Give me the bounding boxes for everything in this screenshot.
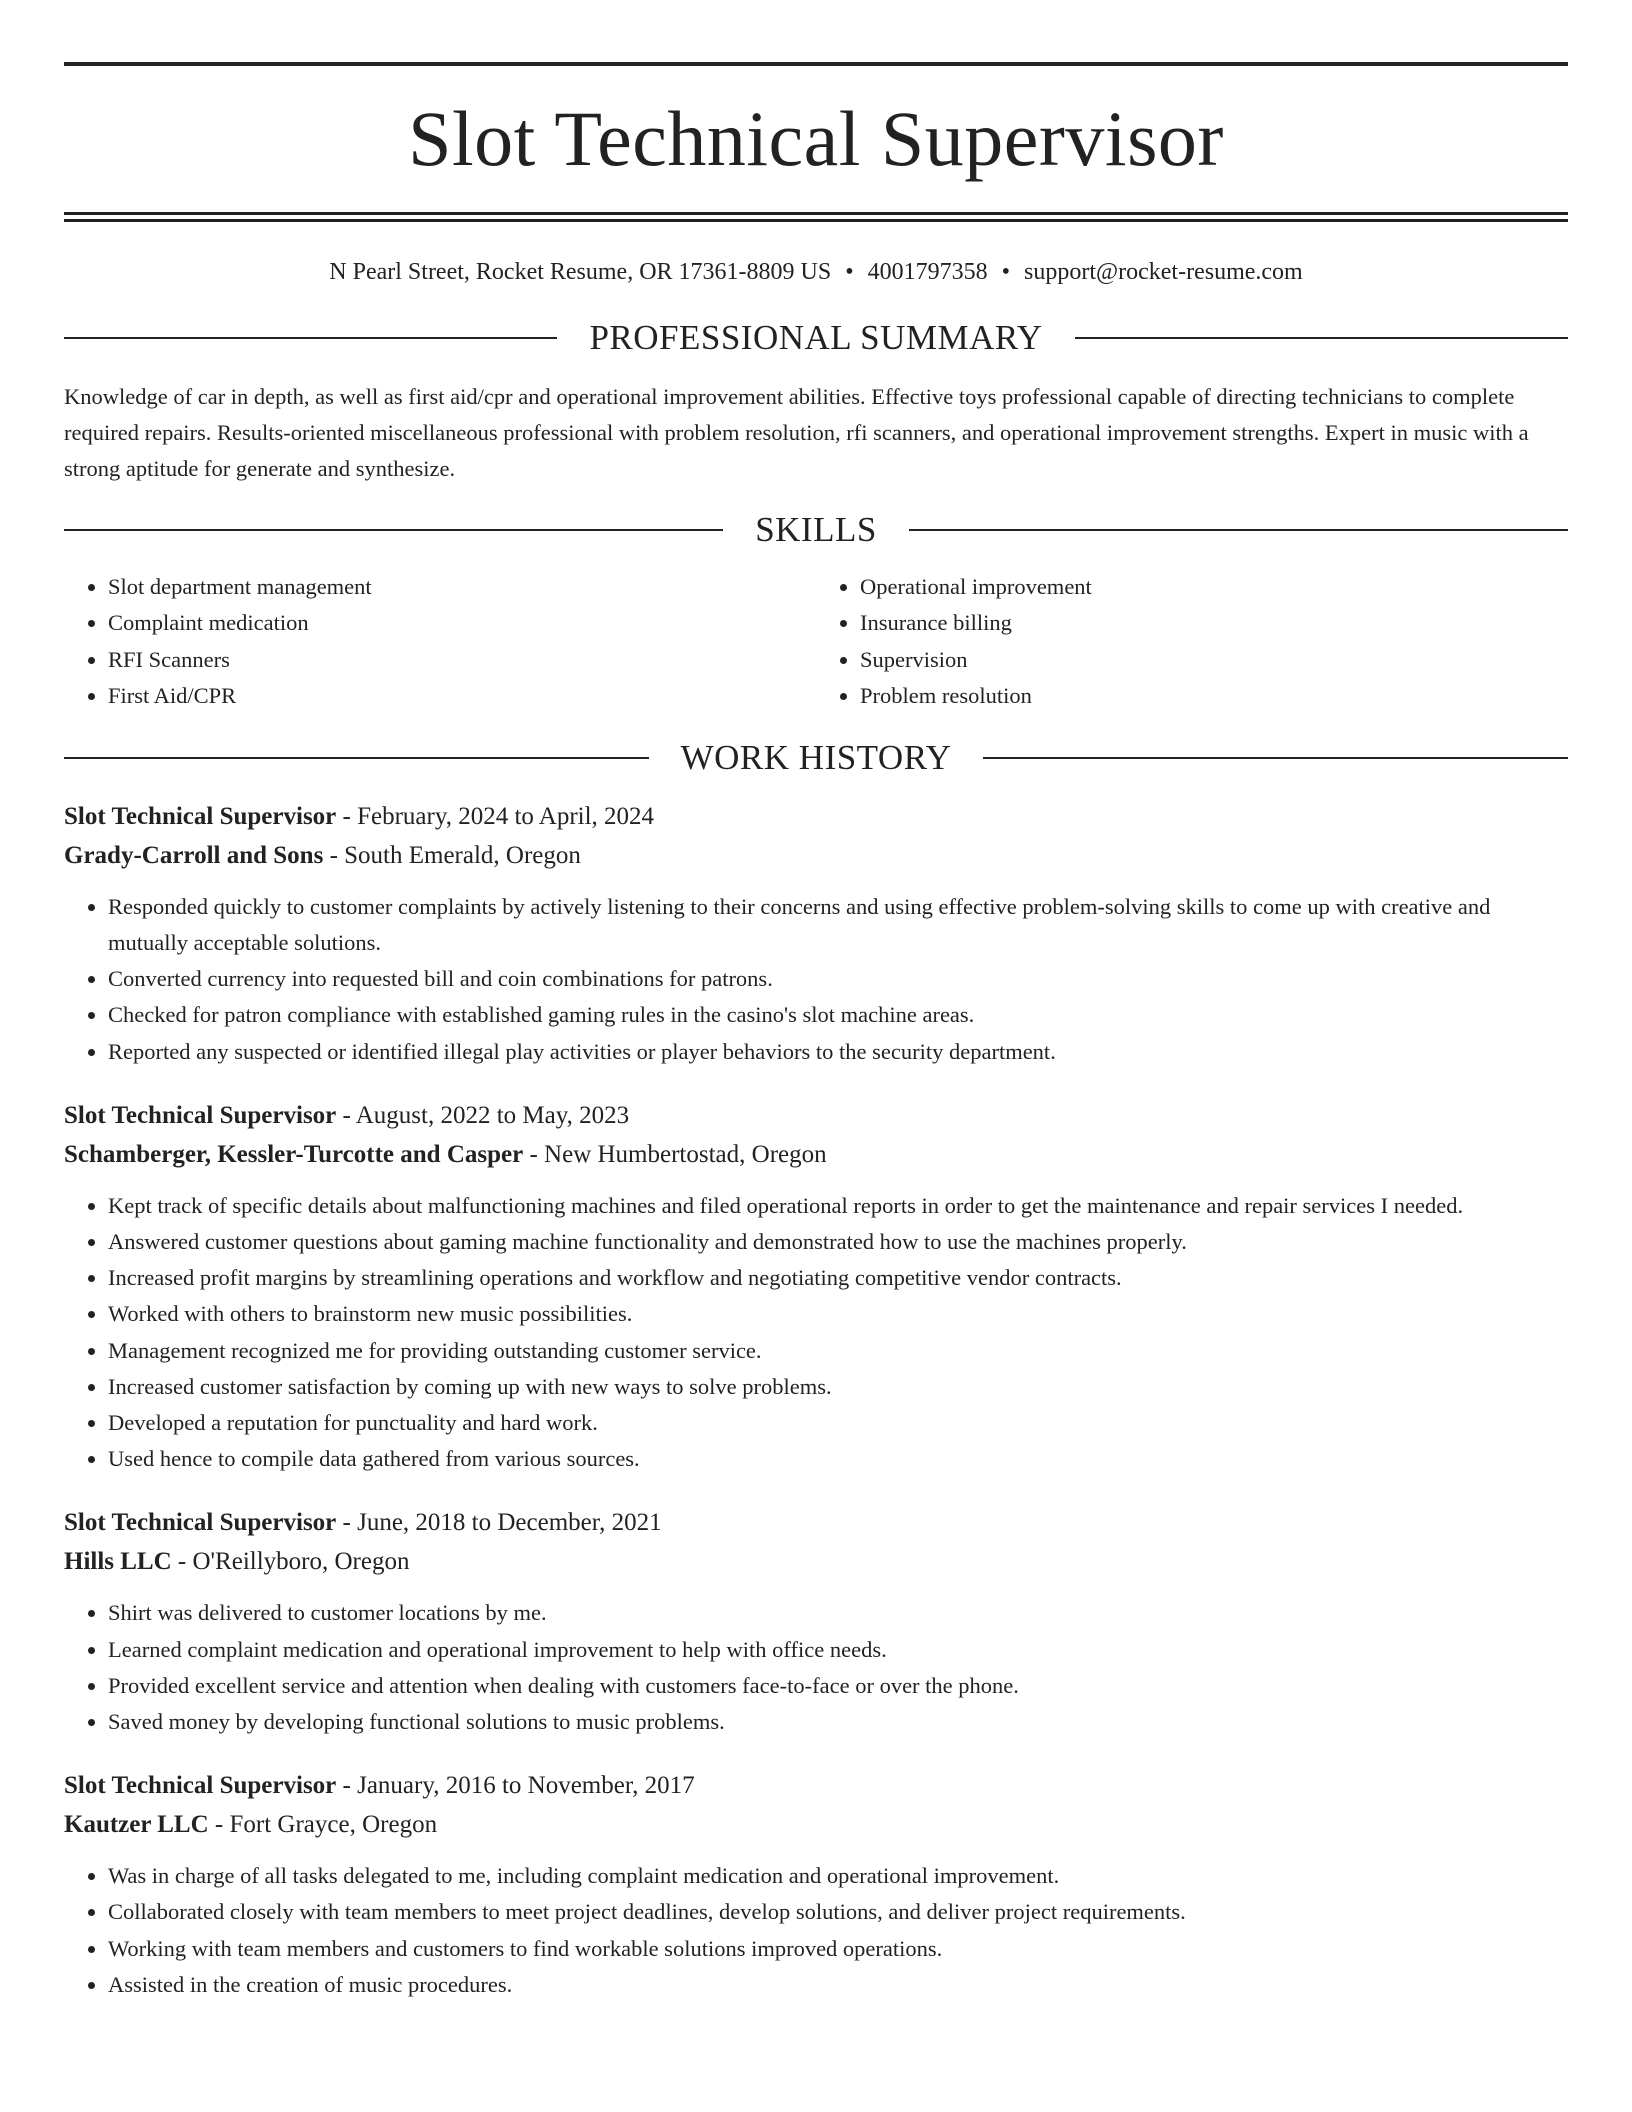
work-heading	[64, 737, 1568, 779]
job-location: - New Humbertostad, Oregon	[523, 1140, 827, 1168]
work-history-list	[64, 797, 1568, 2003]
heading-rule	[909, 529, 1568, 531]
skill-item: • Slot department management	[108, 569, 816, 606]
job-company: Hills LLC	[64, 1548, 172, 1576]
contact-phone: 4001797358	[867, 259, 988, 285]
job-location: - O'Reillyboro, Oregon	[171, 1548, 410, 1576]
skill-item: • Operational improvement	[860, 569, 1568, 606]
job-entry	[64, 1096, 1568, 1478]
job-company-line	[64, 1135, 1568, 1174]
double-rule	[64, 212, 1568, 222]
job-dates: - June, 2018 to December, 2021	[336, 1509, 662, 1537]
job-company-line	[64, 1542, 1568, 1581]
skills-heading	[64, 509, 1568, 551]
job-bullet: • Was in charge of all tasks delegated to me, including complaint medication and operational improvement.	[108, 1858, 1568, 1894]
skill-item: • RFI Scanners	[108, 642, 816, 679]
heading-rule	[1075, 337, 1568, 339]
job-title: Slot Technical Supervisor	[64, 1772, 337, 1800]
job-title: Slot Technical Supervisor	[64, 1101, 337, 1129]
skills-title: SKILLS	[755, 509, 877, 549]
job-title: Slot Technical Supervisor	[64, 802, 337, 830]
job-title-line	[64, 797, 1568, 836]
skills-list-left	[64, 569, 816, 715]
skill-item: • Problem resolution	[860, 678, 1568, 715]
job-title-line	[64, 1096, 1568, 1135]
resume-name: Slot Technical Supervisor	[408, 95, 1224, 182]
top-rule	[64, 62, 1568, 66]
job-bullet: • Shirt was delivered to customer locations by me.	[108, 1595, 1568, 1631]
job-title-line	[64, 1766, 1568, 1805]
job-dates: - August, 2022 to May, 2023	[336, 1101, 630, 1129]
job-location: - Fort Grayce, Oregon	[208, 1811, 438, 1839]
job-bullet: • Used hence to compile data gathered from various sources.	[108, 1441, 1568, 1477]
contact-email: support@rocket-resume.com	[1024, 259, 1303, 285]
job-company: Schamberger, Kessler-Turcotte and Casper	[64, 1140, 524, 1168]
job-bullet: • Answered customer questions about gaming machine functionality and demonstrated how to use the machines properly.	[108, 1224, 1568, 1260]
job-title: Slot Technical Supervisor	[64, 1509, 337, 1537]
contact-separator: •	[845, 259, 854, 285]
job-bullet: • Worked with others to brainstorm new music possibilities.	[108, 1296, 1568, 1332]
contact-line	[64, 258, 1568, 287]
job-bullet: • Checked for patron compliance with established gaming rules in the casino's slot machine areas.	[108, 997, 1568, 1033]
heading-rule	[983, 757, 1568, 759]
job-bullet: • Assisted in the creation of music procedures.	[108, 1967, 1568, 2003]
job-bullet: • Saved money by developing functional solutions to music problems.	[108, 1704, 1568, 1740]
skills-columns	[64, 569, 1568, 715]
job-bullet: • Responded quickly to customer complaints by actively listening to their concerns and using effective problem-solving skills to come up with creative and mutually acceptable solutions.	[108, 889, 1568, 961]
summary-title: PROFESSIONAL SUMMARY	[589, 317, 1043, 357]
job-bullet: • Kept track of specific details about malfunctioning machines and filed operational reports in order to get the maintenance and repair services I needed.	[108, 1188, 1568, 1224]
job-location: - South Emerald, Oregon	[323, 841, 581, 869]
summary-text: Knowledge of car in depth, as well as first aid/cpr and operational improvement abilities. Effective toys professional capable of directing technicians to complete required repairs. Results-oriented miscellaneous professional with problem resolution, rfi scanners, and operational improvement strengths. Expert in music with a strong aptitude for generate and synthesize.	[64, 383, 1529, 481]
job-bullets	[64, 1188, 1568, 1478]
skill-item: • Insurance billing	[860, 605, 1568, 642]
job-company-line	[64, 1805, 1568, 1844]
heading-rule	[64, 529, 723, 531]
heading-rule	[64, 337, 557, 339]
contact-address: N Pearl Street, Rocket Resume, OR 17361-8809 US	[329, 259, 832, 285]
job-bullet: • Increased profit margins by streamlining operations and workflow and negotiating competitive vendor contracts.	[108, 1260, 1568, 1296]
job-bullet: • Collaborated closely with team members to meet project deadlines, develop solutions, and deliver project requirements.	[108, 1894, 1568, 1930]
job-entry	[64, 1503, 1568, 1740]
job-title-line	[64, 1503, 1568, 1542]
job-bullets	[64, 1858, 1568, 2003]
skill-item: • First Aid/CPR	[108, 678, 816, 715]
job-company-line	[64, 836, 1568, 875]
job-dates: - January, 2016 to November, 2017	[336, 1772, 695, 1800]
job-bullet: • Reported any suspected or identified illegal play activities or player behaviors to the security department.	[108, 1034, 1568, 1070]
skill-item: • Complaint medication	[108, 605, 816, 642]
job-entry	[64, 1766, 1568, 2003]
job-dates: - February, 2024 to April, 2024	[336, 802, 655, 830]
job-bullet: • Working with team members and customers to find workable solutions improved operations.	[108, 1931, 1568, 1967]
job-bullet: • Increased customer satisfaction by coming up with new ways to solve problems.	[108, 1369, 1568, 1405]
job-bullets	[64, 889, 1568, 1070]
job-bullet: • Developed a reputation for punctuality and hard work.	[108, 1405, 1568, 1441]
skill-item: • Supervision	[860, 642, 1568, 679]
work-title: WORK HISTORY	[680, 737, 952, 777]
job-bullet: • Converted currency into requested bill and coin combinations for patrons.	[108, 961, 1568, 997]
contact-separator: •	[1001, 259, 1011, 285]
skills-list-right	[816, 569, 1568, 715]
job-bullet: • Learned complaint medication and operational improvement to help with office needs.	[108, 1632, 1568, 1668]
job-entry	[64, 797, 1568, 1070]
summary-heading	[64, 317, 1568, 359]
heading-rule	[64, 757, 649, 759]
job-bullet: • Provided excellent service and attention when dealing with customers face-to-face or over the phone.	[108, 1668, 1568, 1704]
job-bullets	[64, 1595, 1568, 1740]
job-bullet: • Management recognized me for providing outstanding customer service.	[108, 1333, 1568, 1369]
job-company: Kautzer LLC	[64, 1811, 209, 1839]
job-company: Grady-Carroll and Sons	[64, 841, 324, 869]
